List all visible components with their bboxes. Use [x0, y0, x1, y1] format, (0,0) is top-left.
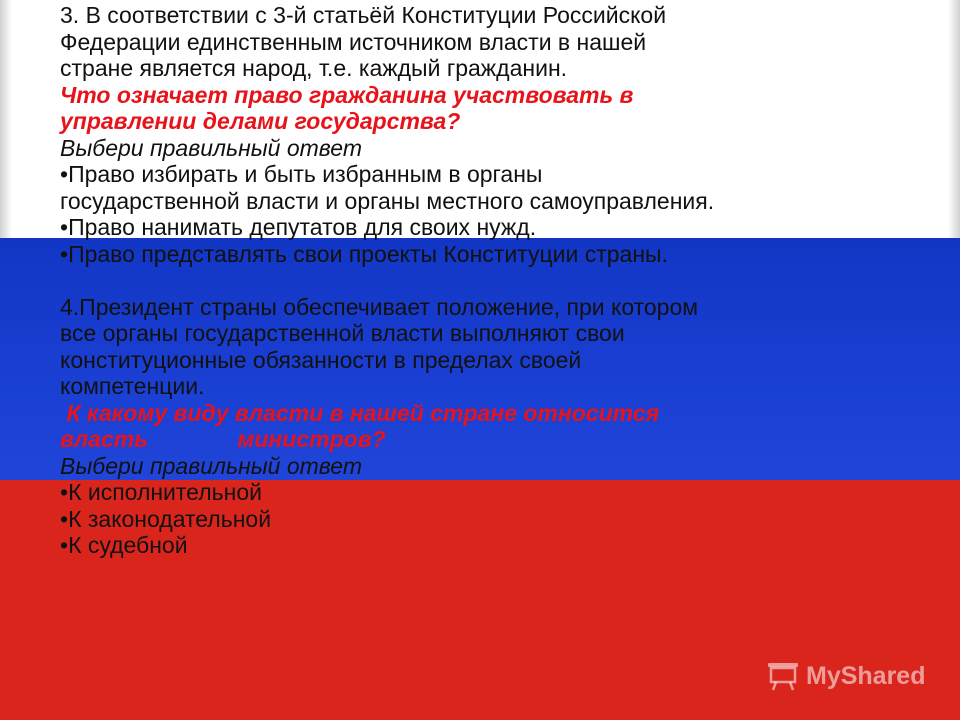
q4-option-3 — [60, 532, 940, 559]
q3-statement-line: 3. В соответствии с 3-й статьёй Конституции Российской — [60, 2, 667, 28]
q3-statement-line: стране является народ, т.е. каждый гражданин. — [60, 55, 568, 81]
bullet-marker — [60, 479, 68, 505]
slide-left-shadow — [0, 0, 12, 238]
question-3 — [60, 2, 940, 267]
q3-statement-line: Федерации единственным источником власти в нашей — [60, 28, 647, 55]
q4-option-2-text: К законодательной — [68, 505, 272, 532]
q4-statement-line: компетенции. — [60, 373, 205, 399]
q3-option-1-cont: государственной власти и органы местного самоуправления. — [60, 187, 715, 214]
q3-option-1 — [60, 161, 940, 188]
q4-option-1-text: К исполнительной — [68, 479, 262, 505]
q3-question-line: управлении делами государства? — [60, 108, 461, 134]
bullet-marker — [60, 161, 68, 187]
q3-answer-prompt: Выбери правильный ответ — [60, 134, 362, 161]
q4-option-2 — [60, 506, 940, 533]
q4-statement-line: конституционные обязанности в пределах своей — [60, 346, 582, 373]
bullet-marker — [60, 241, 68, 267]
question-4 — [60, 294, 940, 559]
q3-question-line: Что означает право гражданина участвовать в — [60, 81, 634, 108]
slide-text — [60, 2, 940, 559]
presentation-board-icon — [766, 660, 800, 692]
q4-option-1 — [60, 479, 940, 506]
watermark-text: MyShared — [806, 661, 926, 690]
q3-option-3-text: Право представлять свои проекты Конституции страны. — [68, 240, 668, 267]
paragraph-gap — [60, 267, 940, 294]
bullet-marker — [60, 532, 68, 558]
q4-question-line: К какому виду власти в нашей стране относится — [60, 399, 660, 426]
q4-statement-line: 4.Президент страны обеспечивает положение, при котором — [60, 293, 699, 320]
q3-option-2-text: Право нанимать депутатов для своих нужд. — [68, 214, 537, 240]
slide-right-shadow — [948, 0, 960, 238]
q4-answer-prompt: Выбери правильный ответ — [60, 452, 362, 479]
q3-option-1-line1: Право избирать и быть избранным в органы — [68, 161, 543, 187]
q3-option-3 — [60, 241, 940, 268]
q4-statement-line: все органы государственной власти выполняют свои — [60, 320, 625, 346]
bullet-marker — [60, 214, 68, 240]
q3-option-2 — [60, 214, 940, 241]
q4-question-line: власть министров? — [60, 426, 386, 452]
myshared-watermark — [766, 656, 925, 696]
bullet-marker — [60, 506, 68, 532]
q4-option-3-text: К судебной — [68, 532, 188, 558]
